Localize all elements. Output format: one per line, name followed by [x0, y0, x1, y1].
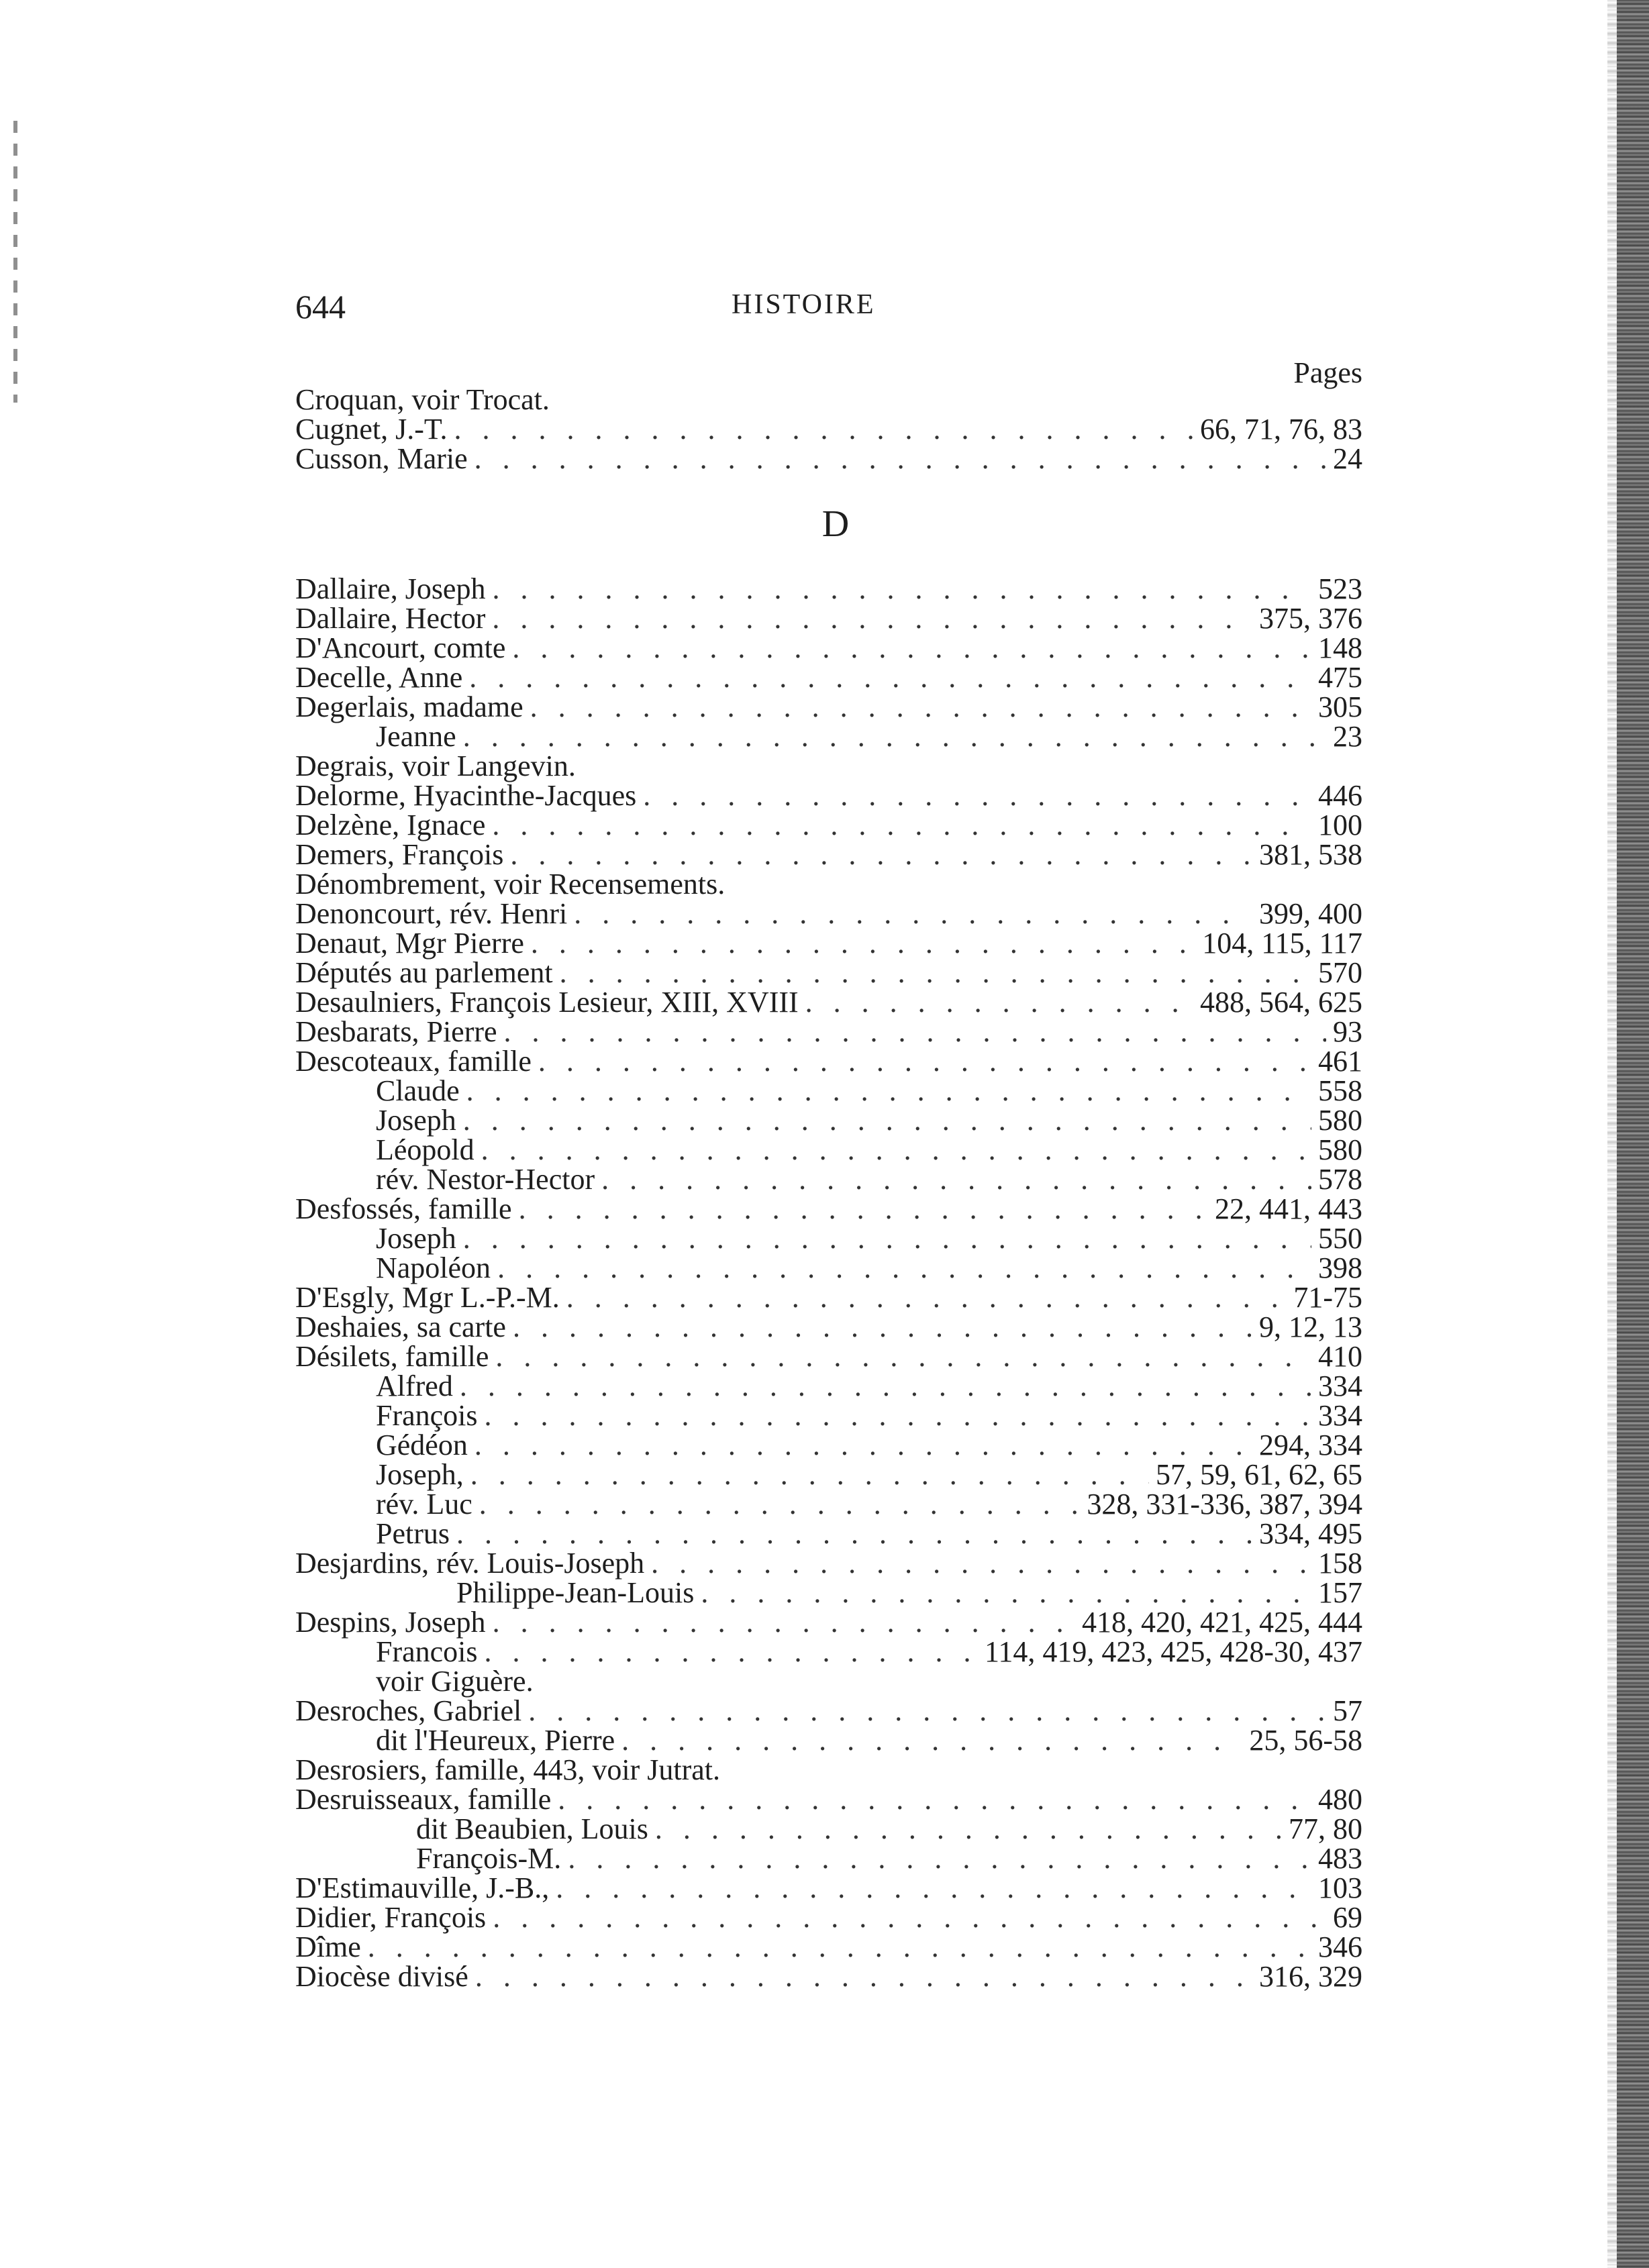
dot-leader: [805, 988, 1193, 1017]
entry-pages: 578: [1318, 1163, 1362, 1196]
entry-pages: 316, 329: [1259, 1960, 1362, 1993]
entry-pages: 93: [1333, 1015, 1362, 1048]
dot-leader: [481, 1135, 1311, 1165]
entry-head: Cugnet, J.-T.: [295, 413, 448, 446]
entry-pages: 483: [1318, 1842, 1362, 1875]
dot-leader: [493, 1608, 1075, 1637]
dot-leader: [463, 1106, 1311, 1135]
entry-head: Desaulniers, François Lesieur, XIII, XVIII: [295, 986, 799, 1019]
entry-head: Petrus: [376, 1517, 450, 1550]
index-column: [295, 356, 1362, 1992]
entry-head: Denoncourt, rév. Henri: [295, 897, 568, 930]
index-entry: [295, 1519, 1362, 1549]
index-entry: [295, 1755, 1362, 1785]
index-entry: [295, 663, 1362, 692]
entry-pages: 22, 441, 443: [1215, 1192, 1362, 1225]
entry-pages: 550: [1318, 1222, 1362, 1255]
entry-head: Diocèse divisé: [295, 1960, 468, 1993]
index-entry: [295, 1283, 1362, 1312]
entry-pages: 346: [1318, 1930, 1362, 1963]
entry-head: Desruisseaux, famille: [295, 1783, 552, 1816]
index-entry: [295, 752, 1362, 781]
margin-scan-mark: [13, 121, 17, 403]
entry-pages: 488, 564, 625: [1200, 986, 1362, 1019]
entry-pages: 157: [1318, 1576, 1362, 1609]
index-entry: [295, 781, 1362, 811]
index-entry: [295, 1490, 1362, 1519]
index-entry: [295, 1401, 1362, 1431]
entry-head: Demers, François: [295, 838, 504, 871]
entry-head: rév. Luc: [376, 1488, 472, 1520]
dot-leader: [568, 1844, 1311, 1873]
entry-pages: 334, 495: [1259, 1517, 1362, 1550]
entry-head: Joseph: [376, 1222, 456, 1255]
entry-head: Descoteaux, famille: [295, 1045, 532, 1078]
entry-head: Dîme: [295, 1930, 361, 1963]
dot-leader: [513, 1312, 1252, 1342]
index-entry: [295, 1076, 1362, 1106]
dot-leader: [556, 1873, 1311, 1903]
index-entry: [295, 1726, 1362, 1755]
dot-leader: [475, 1962, 1252, 1992]
dot-leader: [492, 604, 1252, 633]
index-entry: [295, 1017, 1362, 1047]
entry-pages: 334: [1318, 1399, 1362, 1432]
dot-leader: [510, 840, 1252, 870]
dot-leader: [479, 1490, 1081, 1519]
dot-leader: [574, 899, 1252, 929]
dot-leader: [566, 1283, 1287, 1312]
index-entry: [295, 1578, 1362, 1608]
index-entry: [295, 1431, 1362, 1460]
entry-head: Léopold: [376, 1133, 474, 1166]
section-d-entries: [295, 574, 1362, 1992]
dot-leader: [456, 1519, 1252, 1549]
index-entry: [295, 1637, 1362, 1667]
entry-pages: 418, 420, 421, 425, 444: [1082, 1606, 1362, 1639]
dot-leader: [493, 1903, 1326, 1932]
entry-pages: 9, 12, 13: [1259, 1310, 1362, 1343]
index-entry: [295, 1342, 1362, 1372]
entry-pages: 305: [1318, 690, 1362, 723]
entry-pages: 57: [1333, 1694, 1362, 1727]
dot-leader: [469, 663, 1311, 692]
entry-head: voir Giguère.: [376, 1665, 534, 1698]
entry-head: Deshaies, sa carte: [295, 1310, 506, 1343]
dot-leader: [504, 1017, 1326, 1047]
index-entry: [295, 1844, 1362, 1873]
entry-head: rév. Nestor-Hector: [376, 1163, 595, 1196]
index-entry: [295, 1667, 1362, 1696]
index-entry: [295, 1135, 1362, 1165]
dot-leader: [560, 958, 1311, 988]
dot-leader: [485, 1401, 1311, 1431]
dot-leader: [495, 1342, 1311, 1372]
entry-head: Joseph: [376, 1104, 456, 1137]
entry-head: Gédéon: [376, 1429, 468, 1461]
index-entry: [295, 870, 1362, 899]
index-entry: [295, 929, 1362, 958]
entry-head: Croquan, voir Trocat.: [295, 383, 550, 416]
index-entry: [295, 1165, 1362, 1194]
entry-head: Didier, François: [295, 1901, 487, 1934]
index-entry: [295, 899, 1362, 929]
index-entry: [295, 385, 1362, 415]
index-entry: [295, 1962, 1362, 1992]
dot-leader: [601, 1165, 1311, 1194]
index-entry: [295, 811, 1362, 840]
entry-pages: 381, 538: [1259, 838, 1362, 871]
index-entry: [295, 1785, 1362, 1814]
entry-pages: 475: [1318, 661, 1362, 694]
entry-head: D'Esgly, Mgr L.-P.-M.: [295, 1281, 560, 1314]
index-entry: [295, 1312, 1362, 1342]
entry-head: Dénombrement, voir Recensements.: [295, 868, 726, 900]
dot-leader: [497, 1253, 1311, 1283]
entry-head: Degrais, voir Langevin.: [295, 750, 576, 782]
dot-leader: [463, 722, 1326, 752]
entry-head: Degerlais, madame: [295, 690, 523, 723]
index-entry: [295, 604, 1362, 633]
index-entry: [295, 988, 1362, 1017]
pages-column-header: Pages: [1293, 356, 1362, 389]
entry-head: Decelle, Anne: [295, 661, 463, 694]
dot-leader: [463, 1224, 1311, 1253]
entry-pages: 114, 419, 423, 425, 428-30, 437: [984, 1635, 1362, 1668]
dot-leader: [460, 1372, 1311, 1401]
index-entry: [295, 1549, 1362, 1578]
dot-leader: [558, 1785, 1311, 1814]
dot-leader: [519, 1194, 1208, 1224]
entry-pages: 375, 376: [1259, 602, 1362, 635]
index-entry: [295, 1194, 1362, 1224]
dot-leader: [621, 1726, 1242, 1755]
entry-head: D'Ancourt, comte: [295, 631, 506, 664]
entry-pages: 480: [1318, 1783, 1362, 1816]
index-entry: [295, 1932, 1362, 1962]
index-entry: [295, 722, 1362, 752]
entry-head: Desrosiers, famille, 443, voir Jutrat.: [295, 1753, 720, 1786]
entry-pages: 103: [1318, 1871, 1362, 1904]
entry-head: Desfossés, famille: [295, 1192, 512, 1225]
entry-head: Delorme, Hyacinthe-Jacques: [295, 779, 637, 812]
entry-pages: 104, 115, 117: [1202, 927, 1362, 960]
entry-head: dit l'Heureux, Pierre: [376, 1724, 615, 1757]
dot-leader: [492, 574, 1311, 604]
index-entry: [295, 1903, 1362, 1932]
entry-head: François-M.: [416, 1842, 562, 1875]
entry-head: Napoléon: [376, 1251, 491, 1284]
dot-leader: [512, 633, 1311, 663]
entry-head: Claude: [376, 1074, 460, 1107]
dot-leader: [701, 1578, 1311, 1608]
index-entry: [295, 633, 1362, 663]
entry-head: Desroches, Gabriel: [295, 1694, 522, 1727]
index-entry: [295, 1814, 1362, 1844]
entry-pages: 410: [1318, 1340, 1362, 1373]
dot-leader: [466, 1076, 1311, 1106]
entry-pages: 24: [1333, 442, 1362, 475]
index-entry: [295, 1224, 1362, 1253]
entry-head: Philippe-Jean-Louis: [456, 1576, 695, 1609]
entry-pages: 580: [1318, 1104, 1362, 1137]
entry-pages: 398: [1318, 1251, 1362, 1284]
section-letter: D: [821, 503, 850, 545]
entry-head: Cusson, Marie: [295, 442, 468, 475]
index-entry: [295, 958, 1362, 988]
index-entry: [295, 1372, 1362, 1401]
dot-leader: [528, 1696, 1326, 1726]
entry-pages: 23: [1333, 720, 1362, 753]
entry-head: Desjardins, rév. Louis-Joseph: [295, 1547, 645, 1580]
index-entry: [295, 1106, 1362, 1135]
entry-head: Denaut, Mgr Pierre: [295, 927, 524, 960]
dot-leader: [655, 1814, 1282, 1844]
dot-leader: [651, 1549, 1311, 1578]
entry-pages: 294, 334: [1259, 1429, 1362, 1461]
dot-leader: [368, 1932, 1311, 1962]
entry-pages: 148: [1318, 631, 1362, 664]
entry-head: dit Beaubien, Louis: [416, 1812, 648, 1845]
entry-head: D'Estimauville, J.-B.,: [295, 1871, 550, 1904]
entry-pages: 25, 56-58: [1249, 1724, 1362, 1757]
entry-pages: 71-75: [1293, 1281, 1362, 1314]
entry-pages: 461: [1318, 1045, 1362, 1078]
entry-head: Joseph,: [376, 1458, 464, 1491]
index-entry: [295, 444, 1362, 474]
entry-head: Désilets, famille: [295, 1340, 489, 1373]
entry-pages: 77, 80: [1289, 1812, 1362, 1845]
scan-edge-shadow: [1607, 0, 1617, 2268]
dot-leader: [531, 929, 1195, 958]
index-entry: [295, 1253, 1362, 1283]
entry-pages: 446: [1318, 779, 1362, 812]
entry-pages: 334: [1318, 1370, 1362, 1402]
entry-head: Alfred: [376, 1370, 453, 1402]
entry-pages: 66, 71, 76, 83: [1200, 413, 1362, 446]
entry-head: Despins, Joseph: [295, 1606, 486, 1639]
dot-leader: [643, 781, 1311, 811]
dot-leader: [470, 1460, 1149, 1490]
dot-leader: [530, 692, 1311, 722]
index-entry: [295, 415, 1362, 444]
dot-leader: [454, 415, 1194, 444]
index-entry: [295, 840, 1362, 870]
entry-pages: 328, 331-336, 387, 394: [1087, 1488, 1362, 1520]
entry-head: Jeanne: [376, 720, 456, 753]
entry-head: Députés au parlement: [295, 956, 553, 989]
index-entry: [295, 1608, 1362, 1637]
dot-leader: [474, 1431, 1252, 1460]
dot-leader: [474, 444, 1326, 474]
entry-pages: 580: [1318, 1133, 1362, 1166]
entry-pages: 558: [1318, 1074, 1362, 1107]
index-entry: [295, 692, 1362, 722]
dot-leader: [492, 811, 1311, 840]
entry-head: Desbarats, Pierre: [295, 1015, 497, 1048]
scan-edge-binding: [1617, 0, 1649, 2268]
page-number: 644: [295, 288, 346, 325]
running-title: HISTOIRE: [732, 289, 876, 320]
entry-pages: 399, 400: [1259, 897, 1362, 930]
index-entry: [295, 574, 1362, 604]
dot-leader: [538, 1047, 1311, 1076]
index-entry: [295, 1873, 1362, 1903]
index-entry: [295, 1047, 1362, 1076]
entry-head: Dallaire, Hector: [295, 602, 486, 635]
entry-pages: 523: [1318, 572, 1362, 605]
entry-head: Dallaire, Joseph: [295, 572, 486, 605]
entry-head: François: [376, 1399, 478, 1432]
dot-leader: [485, 1637, 978, 1667]
entry-pages: 57, 59, 61, 62, 65: [1156, 1458, 1362, 1491]
entry-head: Delzène, Ignace: [295, 809, 486, 841]
entry-pages: 570: [1318, 956, 1362, 989]
entry-pages: 69: [1333, 1901, 1362, 1934]
entry-pages: 100: [1318, 809, 1362, 841]
index-entry: [295, 1460, 1362, 1490]
index-entry: [295, 1696, 1362, 1726]
entry-head: Francois: [376, 1635, 478, 1668]
entry-pages: 158: [1318, 1547, 1362, 1580]
